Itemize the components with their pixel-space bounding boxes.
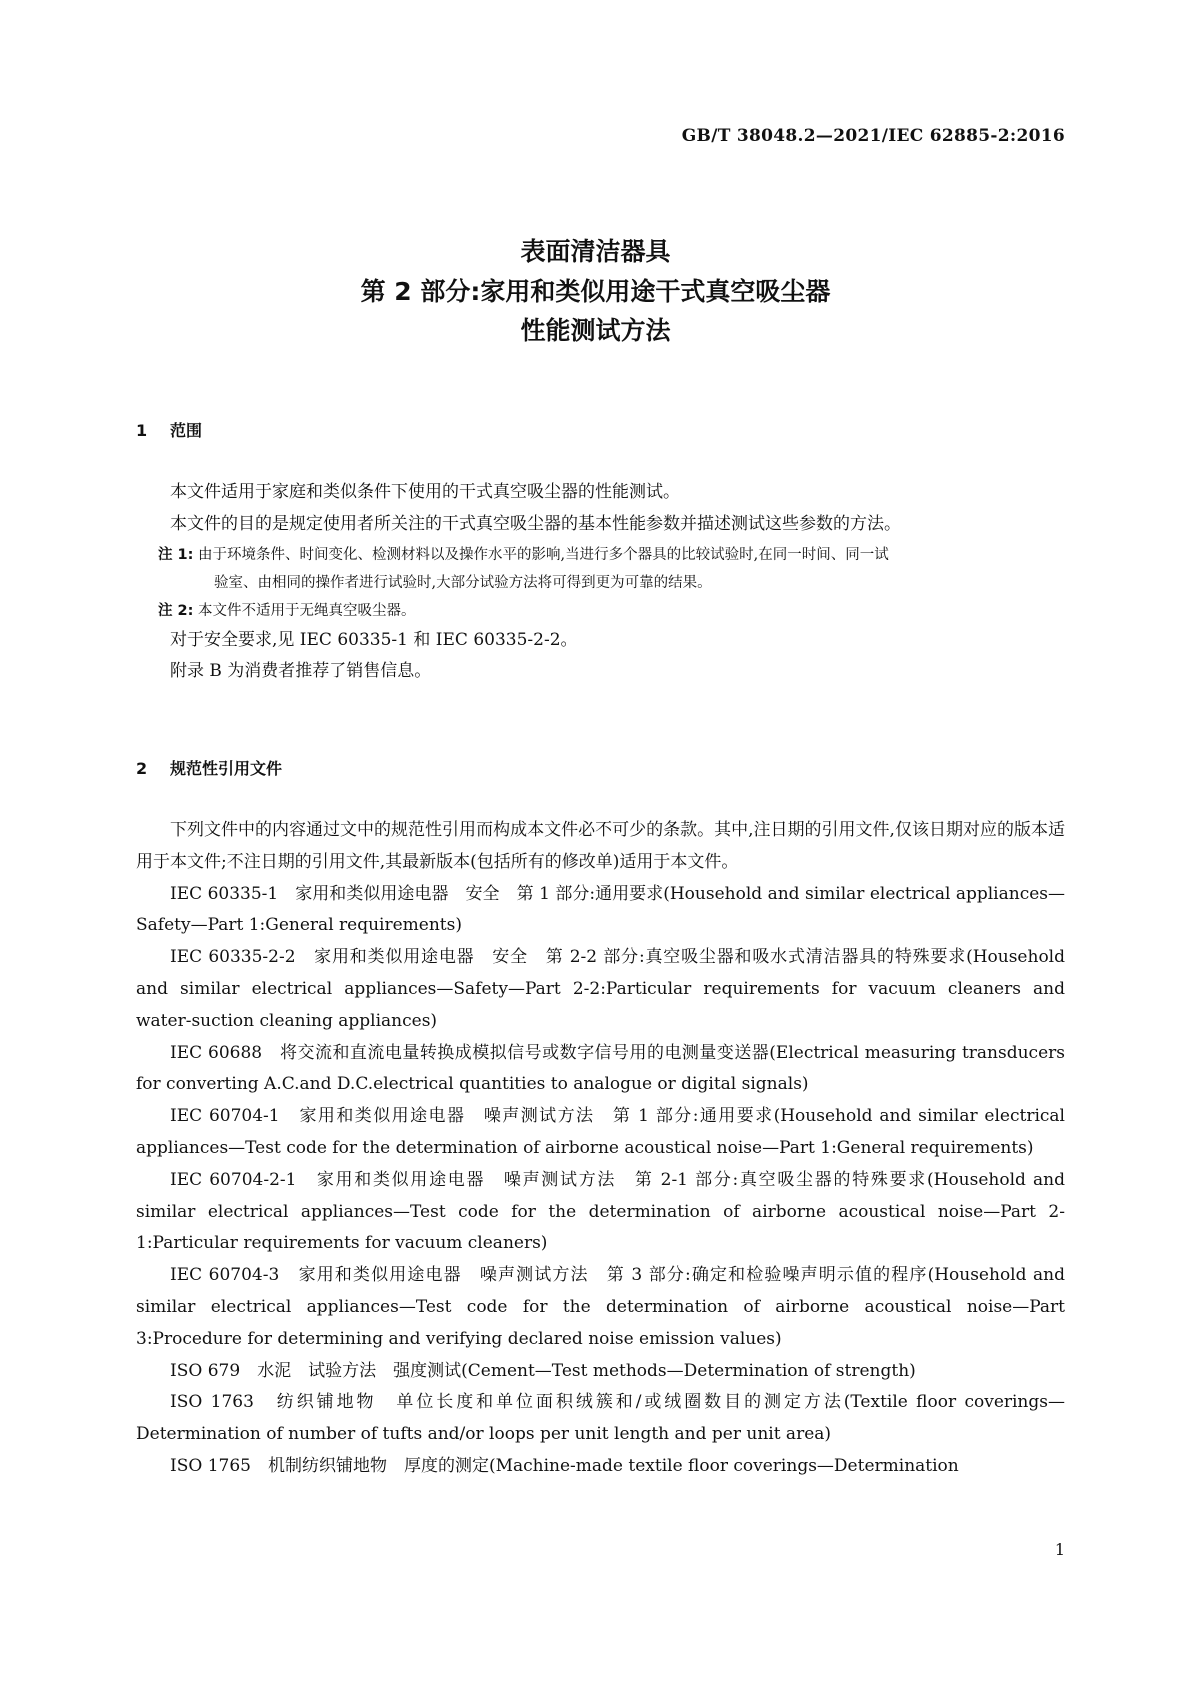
section-title: 范围 bbox=[170, 421, 203, 440]
section-number: 2 bbox=[136, 759, 148, 778]
note-text: 本文件不适用于无绳真空吸尘器。 bbox=[198, 602, 416, 619]
reference-item: IEC 60704-2-1 家用和类似用途电器 噪声测试方法 第 2-1 部分:真空吸尘器的特殊要求(Household and similar electrical appliances—Test code for the determination of airborne acoustical noise—Part 2-1:Particular requirements for vacuum cleaners) bbox=[136, 1169, 1065, 1254]
note-text: 验室、由相同的操作者进行试验时,大部分试验方法将可得到更为可靠的结果。 bbox=[214, 574, 712, 591]
title-line: 性能测试方法 bbox=[520, 316, 671, 345]
paragraph: 本文件适用于家庭和类似条件下使用的干式真空吸尘器的性能测试。 bbox=[170, 482, 680, 502]
reference-item: IEC 60688 将交流和直流电量转换成模拟信号或数字信号用的电测量变送器(Electrical measuring transducers for converting A.C.and D.C.electrical quantities to analogue or digital signals) bbox=[136, 1042, 1065, 1095]
document-title bbox=[0, 232, 1191, 351]
paragraph: 对于安全要求,见 IEC 60335-1 和 IEC 60335-2-2。 bbox=[170, 629, 578, 650]
paragraph: 本文件的目的是规定使用者所关注的干式真空吸尘器的基本性能参数并描述测试这些参数的方法。 bbox=[170, 513, 901, 534]
note-1 bbox=[136, 541, 1065, 597]
reference-item: ISO 1765 机制纺织铺地物 厚度的测定(Machine-made textile floor coverings—Determination bbox=[170, 1455, 959, 1476]
section-heading-1 bbox=[136, 418, 202, 441]
section-heading-2 bbox=[136, 756, 282, 779]
page-number: 1 bbox=[1054, 1540, 1065, 1559]
reference-item: ISO 679 水泥 试验方法 强度测试(Cement—Test methods—Determination of strength) bbox=[170, 1360, 916, 1381]
standard-number-header: GB/T 38048.2—2021/IEC 62885-2:2016 bbox=[681, 126, 1065, 146]
note-label: 注 1: bbox=[158, 546, 194, 563]
reference-item: ISO 1763 纺织铺地物 单位长度和单位面积绒簇和/或绒圈数目的测定方法(Textile floor coverings—Determination of number of tufts and/or loops per unit length and per unit area) bbox=[136, 1392, 1065, 1445]
section-title: 规范性引用文件 bbox=[170, 759, 283, 778]
paragraph: 下列文件中的内容通过文中的规范性引用而构成本文件必不可少的条款。其中,注日期的引用文件,仅该日期对应的版本适用于本文件;不注日期的引用文件,其最新版本(包括所有的修改单)适用于本文件。 bbox=[136, 820, 1065, 872]
title-line: 表面清洁器具 bbox=[520, 237, 671, 266]
reference-item: IEC 60335-2-2 家用和类似用途电器 安全 第 2-2 部分:真空吸尘器和吸水式清洁器具的特殊要求(Household and similar electrical appliances—Safety—Part 2-2:Particular requirements for vacuum cleaners and water-suction cleaning appliances) bbox=[136, 947, 1065, 1031]
section-2-body bbox=[136, 815, 1065, 1483]
note-text: 由于环境条件、时间变化、检测材料以及操作水平的影响,当进行多个器具的比较试验时,在同一时间、同一试 bbox=[198, 546, 889, 563]
reference-item: IEC 60704-1 家用和类似用途电器 噪声测试方法 第 1 部分:通用要求(Household and similar electrical appliances—Test code for the determination of airborne acoustical noise—Part 1:General requirements) bbox=[136, 1106, 1065, 1158]
reference-item: IEC 60335-1 家用和类似用途电器 安全 第 1 部分:通用要求(Household and similar electrical appliances—Safety—Part 1:General requirements) bbox=[136, 883, 1065, 936]
title-line: 第 2 部分:家用和类似用途干式真空吸尘器 bbox=[360, 276, 831, 306]
note-2 bbox=[136, 597, 1065, 625]
note-label: 注 2: bbox=[158, 602, 194, 619]
reference-item: IEC 60704-3 家用和类似用途电器 噪声测试方法 第 3 部分:确定和检验噪声明示值的程序(Household and similar electrical appliances—Test code for the determination of airborne acoustical noise—Part 3:Procedure for determining and verifying declared noise emission values) bbox=[136, 1265, 1065, 1349]
section-number: 1 bbox=[136, 421, 148, 440]
paragraph: 附录 B 为消费者推荐了销售信息。 bbox=[170, 661, 432, 682]
section-1-body bbox=[136, 477, 1065, 688]
